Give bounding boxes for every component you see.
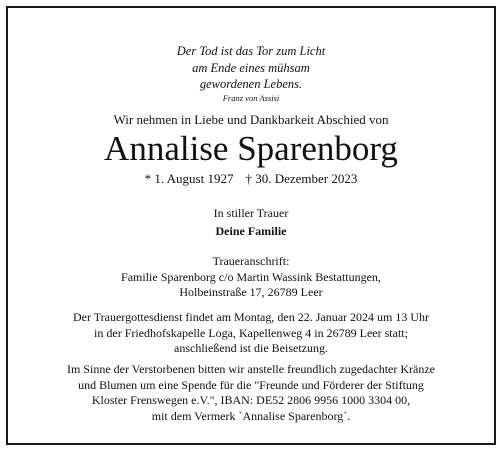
notice-frame bbox=[6, 6, 496, 445]
address-line: Holbeinstraße 17, 26789 Leer bbox=[179, 285, 323, 299]
family-signature: Deine Familie bbox=[215, 224, 287, 238]
birth-date: * 1. August 1927 bbox=[144, 171, 234, 186]
quote-line: am Ende eines mühsam bbox=[192, 60, 310, 75]
deceased-name: Annalise Sparenborg bbox=[104, 129, 398, 168]
service-line: in der Friedhofskapelle Loga, Kapellenweg 4 in 26789 Leer statt; bbox=[94, 325, 408, 340]
service-line: Der Trauergottesdienst findet am Montag, den 22. Januar 2024 um 13 Uhr bbox=[72, 310, 430, 324]
quote-line: Der Tod ist das Tor zum Licht bbox=[176, 44, 326, 58]
funeral-service-info bbox=[16, 310, 486, 357]
service-line: anschließend ist die Beisetzung. bbox=[174, 341, 328, 355]
donation-line: Im Sinne der Verstorbenen bitten wir anstelle freundlich zugedachter Kränze bbox=[67, 362, 435, 376]
mourning-line: In stiller Trauer bbox=[213, 206, 289, 220]
mourning-address bbox=[16, 254, 486, 301]
quote-block bbox=[16, 43, 486, 104]
death-date: † 30. Dezember 2023 bbox=[245, 171, 358, 186]
address-heading: Traueranschrift: bbox=[212, 254, 290, 268]
donation-line: mit dem Vermerk `Annalise Sparenborg´. bbox=[151, 408, 351, 423]
address-line: Familie Sparenborg c/o Martin Wassink Bestattungen, bbox=[121, 269, 381, 284]
donation-line: und Blumen um eine Spende für die "Freunde und Förderer der Stiftung bbox=[78, 377, 424, 392]
donation-request bbox=[16, 362, 486, 424]
life-dates bbox=[16, 171, 486, 187]
quote-line: gewordenen Lebens. bbox=[199, 77, 303, 91]
mourning-block bbox=[16, 204, 486, 240]
farewell-intro: Wir nehmen in Liebe und Dankbarkeit Abschied von bbox=[113, 112, 389, 127]
donation-line: Kloster Frenswegen e.V.", IBAN: DE52 2806 9956 1000 3304 00, bbox=[91, 393, 411, 407]
quote-author: Franz von Assisi bbox=[222, 92, 280, 103]
